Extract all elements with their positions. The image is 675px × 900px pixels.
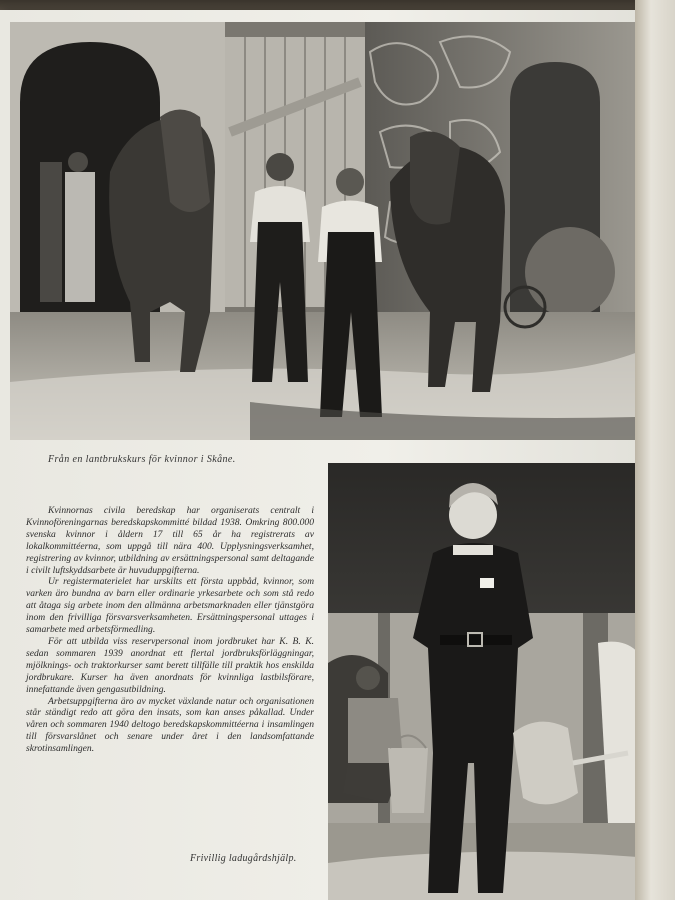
bottom-photo-caption: Frivillig ladugårdshjälp. — [190, 853, 297, 864]
article-paragraph: Kvinnornas civila beredskap har organiserats centralt i Kvinnoföreningarnas beredskapskommitté bildad 1938. Omkring 800.000 svenska kvinnor i åldern 17 till 65 år ha registrerats av lokalkommittéerna, som uppgå till nära 400. Upplysningsverksamhet, registrering av kvinnor, utbildning av ersättningspersonal samt deltagande i civilt luftskyddsarbete är huvuduppgifterna. — [26, 505, 314, 576]
article-paragraph: Arbetsuppgifterna äro av mycket växlande natur och organisationen står ständigt redo att göra den insats, som kan anses påkallad. Under våren och sommaren 1940 deltogo beredskapskommittéerna i insamlingen till försvarslånet och senare under året i den landsomfattande skrotinsamlingen. — [26, 695, 314, 755]
article-text — [26, 505, 314, 755]
top-photo-women-with-horses — [10, 22, 638, 440]
bottom-photo-woman-with-milk-pails — [328, 463, 640, 900]
top-photo-caption: Från en lantbrukskurs för kvinnor i Skåne. — [48, 454, 236, 465]
next-page-edge — [635, 0, 675, 900]
article-paragraph: För att utbilda viss reservpersonal inom jordbruket har K. B. K. sedan sommaren 1939 anordnat ett flertal jordbruksförläggningar, mjölknings- och traktorkurser samt berett tillfälle till praktik hos enskilda jordbrukare. Kurser ha även anordnats för kvinnliga lastbilsförare, innefattande även gengasutbildning. — [26, 635, 314, 695]
magazine-page — [0, 10, 640, 900]
article-paragraph: Ur registermaterielet har urskilts ett första uppbåd, kvinnor, som varken äro bundna av barn eller ordinarie yrkesarbete och som stå redo att åtaga sig arbete inom den allmänna arbetsmarknaden eller tjänstgöra inom den frivilliga försvarsverksamheten. Ersättningspersonal uttages i samarbete med arbetsförmedling. — [26, 576, 314, 636]
